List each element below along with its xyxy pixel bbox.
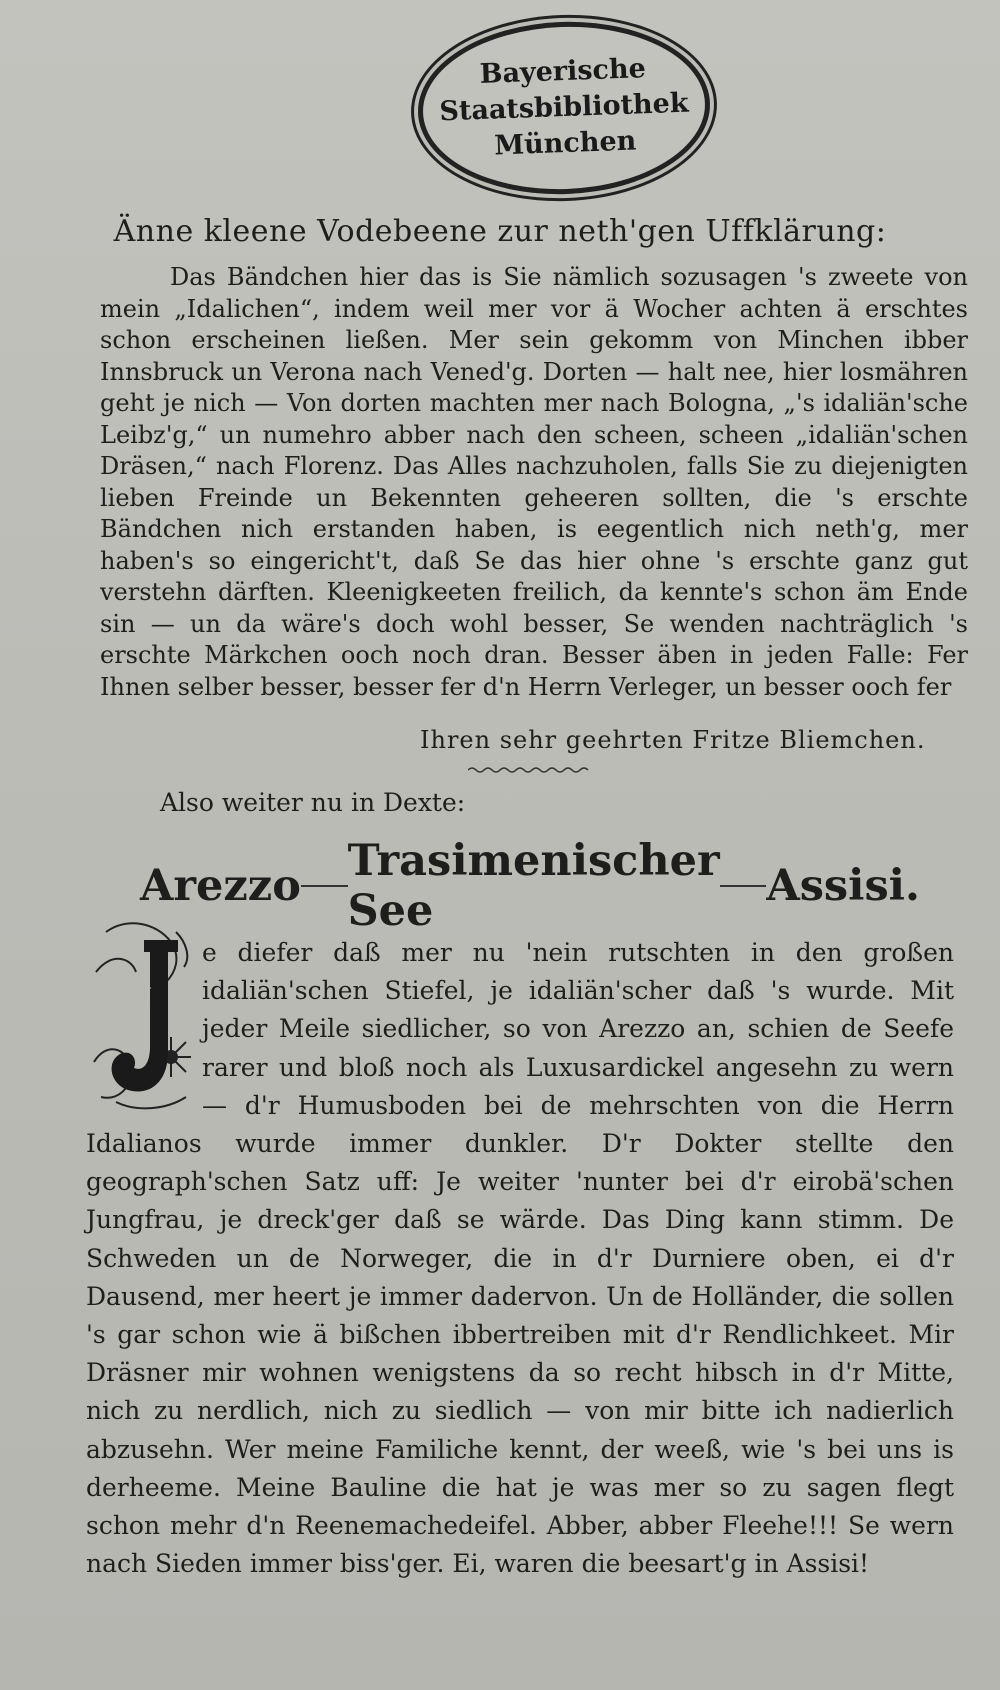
- stamp-line-1: Bayerische: [479, 53, 647, 90]
- library-stamp: [415, 17, 713, 199]
- chapter-heading-part-3: Assisi.: [766, 861, 920, 911]
- stamp-line-2: Staatsbibliothek: [438, 87, 690, 128]
- preface-signature: Ihren sehr geehrten Fritze Bliemchen.: [420, 726, 926, 754]
- wavy-divider: [468, 766, 592, 774]
- transition-line: Also weiter nu in Dexte:: [160, 788, 466, 817]
- chapter-body-content: e diefer daß mer nu 'nein rutschten in den großen idaliän'schen Stiefel, je idaliän'scher daß 's wurde. Mit jeder Meile siedlicher, so von Arezzo an, schien de Seefe rarer und bloß noch als Luxusardickel angesehn zu wern — d'r Humusboden bei de mehrschten von die Herrn Idalianos wurde immer dunkler. D'r Dokter stellte den geograph'schen Satz uff: Je weiter 'nunter bei d'r eirobä'schen Jungfrau, je dreck'ger daß se wärde. Das Ding kann stimm. De Schweden un de Norweger, die in d'r Durniere oben, ei d'r Dausend, mer heert je immer dadervon. Un de Holländer, die sollen 's gar schon wie ä bißchen ibbertreiben mit d'r Rendlichkeet. Mir Dräsner mir wohnen wenigstens da so recht hibsch in d'r Mitte, nich zu nerdlich, nich zu siedlich — von mir bitte ich nadierlich abzusehn. Wer meine Familiche kennt, der weeß, wie 's bei uns is derheeme. Meine Bauline die hat je was mer so zu sagen flegt schon mehr d'n Reenemachedeifel. Abber, abber Fleehe!!! Se wern nach Sieden immer biss'ger. Ei, waren die beesart'g in Assisi!: [86, 938, 954, 1579]
- chapter-body-text: [86, 934, 954, 1583]
- stamp-line-3: München: [493, 125, 637, 162]
- heading-dash: [301, 885, 348, 887]
- chapter-heading-part-1: Arezzo: [140, 861, 301, 911]
- preface-paragraph: Das Bändchen hier das is Sie nämlich sozusagen 's zweete von mein „Idalichen“, indem weil mer vor ä Wocher achten ä erschtes schon erscheinen ließen. Mer sein gekomm von Minchen ibber Innsbruck un Verona nach Vened'g. Dorten — halt nee, hier losmähren geht je nich — Von dorten machten mer nach Bologna, „'s idaliän'sche Leibz'g,“ un numehro abber nach den scheen, scheen „idaliän'schen Dräsen,“ nach Florenz. Das Alles nachzuholen, falls Sie zu diejenigten lieben Freinde un Bekennten geheeren sollten, die 's erschte Bändchen nich erstanden haben, is eegentlich nich neth'g, mer haben's so eingericht't, daß Se das hier ohne 's erschte ganz gut verstehn därften. Kleenigkeeten freilich, da kennte's schon äm Ende sin — un da wäre's doch wohl besser, Se wenden nachträglich 's erschte Märkchen ooch noch dran. Besser äben in jeden Falle: Fer Ihnen selber besser, besser fer d'n Herrn Verleger, un besser ooch fer: [100, 263, 968, 701]
- dropcap-letter: J: [144, 983, 153, 1007]
- dropcap-space: [86, 934, 202, 1124]
- heading-dash: [720, 885, 767, 887]
- chapter-heading-part-2: Trasimenischer See: [347, 836, 720, 936]
- chapter-heading: [140, 836, 920, 936]
- preface-title: Änne kleene Vodebeene zur neth'gen Uffklärung:: [113, 214, 887, 249]
